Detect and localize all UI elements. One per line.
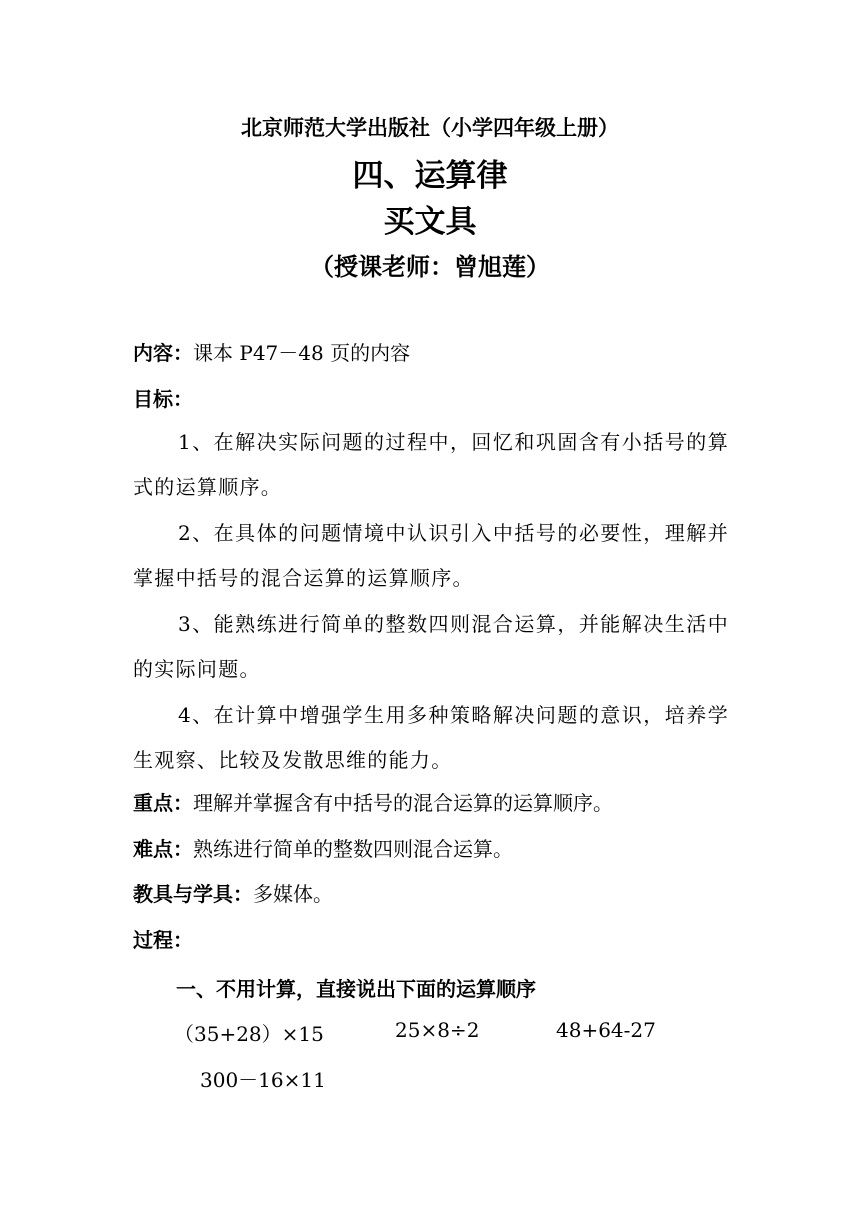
expression-2: 25×8÷2 [395, 1018, 480, 1042]
difficulty-line [133, 836, 513, 862]
goals-label [133, 386, 193, 412]
expression-4: 300－16×11 [200, 1068, 326, 1092]
goal-item-2: 2、在具体的问题情境中认识引入中括号的必要性，理解并掌握中括号的混合运算的运算顺序。 [133, 521, 729, 590]
process-label-text: 过程： [133, 928, 193, 952]
key-point-label: 重点： [133, 791, 193, 815]
content-line [133, 340, 410, 366]
content-label: 内容： [133, 341, 193, 365]
goal-item-3: 3、能熟练进行简单的整数四则混合运算，并能解决生活中的实际问题。 [133, 612, 729, 681]
materials-line [133, 881, 333, 907]
process-label [133, 927, 193, 953]
unit-title: 四、运算律 [352, 158, 508, 194]
materials-text: 多媒体。 [253, 882, 333, 906]
goals-label-text: 目标： [133, 387, 193, 411]
expression-3: 48+64-27 [556, 1018, 656, 1042]
key-point-line [133, 790, 613, 816]
difficulty-text: 熟练进行简单的整数四则混合运算。 [193, 837, 513, 861]
goal-item-1: 1、在解决实际问题的过程中，回忆和巩固含有小括号的算式的运算顺序。 [133, 430, 729, 499]
publisher-line: 北京师范大学出版社（小学四年级上册） [241, 116, 619, 140]
step-1-title: 一、不用计算，直接说出下面的运算顺序 [176, 977, 536, 1001]
expression-1: （35+28）×15 [174, 1022, 324, 1046]
materials-label: 教具与学具： [133, 882, 253, 906]
lesson-title: 买文具 [383, 204, 477, 240]
goal-item-4: 4、在计算中增强学生用多种策略解决问题的意识，培养学生观察、比较及发散思维的能力。 [133, 703, 729, 772]
content-text: 课本 P47－48 页的内容 [193, 341, 411, 365]
difficulty-label: 难点： [133, 837, 193, 861]
key-point-text: 理解并掌握含有中括号的混合运算的运算顺序。 [193, 791, 613, 815]
teacher-line: （授课老师：曾旭莲） [310, 253, 550, 281]
